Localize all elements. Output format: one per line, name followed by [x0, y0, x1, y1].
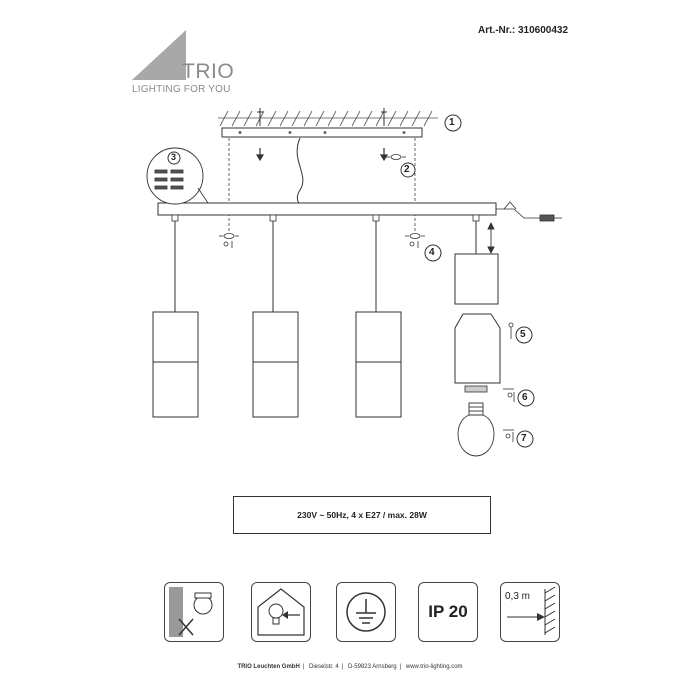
ip-rating-text: IP 20 — [428, 602, 468, 621]
step-2-label: 2 — [404, 164, 410, 175]
brand-tagline: LIGHTING FOR YOU — [132, 84, 231, 95]
mounting-plate — [222, 128, 422, 137]
ceiling-screws — [257, 108, 387, 126]
step-6-label: 6 — [522, 392, 528, 403]
footer-street: Dieselstr. 4 — [309, 664, 339, 670]
step-5-label: 5 — [520, 329, 526, 340]
power-cable — [297, 138, 303, 210]
step-3-label: 3 — [171, 152, 177, 162]
ceiling-hatch — [218, 111, 438, 126]
exploded-canopy-cup — [455, 254, 498, 304]
protective-earth-symbol — [336, 582, 396, 642]
electrical-specification: 230V ~ 50Hz, 4 x E27 / max. 28W — [233, 496, 491, 534]
light-bulb — [458, 403, 494, 456]
exploded-shade — [455, 314, 500, 383]
replace-broken-glass-symbol — [251, 582, 311, 642]
step-4-label: 4 — [429, 247, 435, 258]
not-for-insulated-ceiling-symbol — [164, 582, 224, 642]
footer-web: www.trio-lighting.com — [405, 664, 463, 670]
lamp-shades — [153, 312, 401, 417]
minimum-distance-text: 0,3 m — [505, 591, 531, 602]
socket-ring — [465, 386, 487, 392]
footer-city: D-59823 Arnsberg — [347, 664, 397, 670]
brand-name: TRIO — [182, 60, 235, 83]
footer-company: TRIO Leuchten GmbH — [237, 664, 300, 670]
minimum-distance-symbol — [500, 582, 560, 642]
footer: TRIO Leuchten GmbH | Dieselstr. 4 | D-59823 Arnsberg | www.trio-lighting.com — [237, 664, 463, 670]
ip-rating-symbol — [418, 582, 478, 642]
ceiling-canopy-bar — [158, 203, 496, 215]
step-7-label: 7 — [521, 433, 527, 444]
article-number: Art.-Nr.: 310600432 — [478, 25, 569, 36]
step-1-label: 1 — [449, 117, 455, 128]
